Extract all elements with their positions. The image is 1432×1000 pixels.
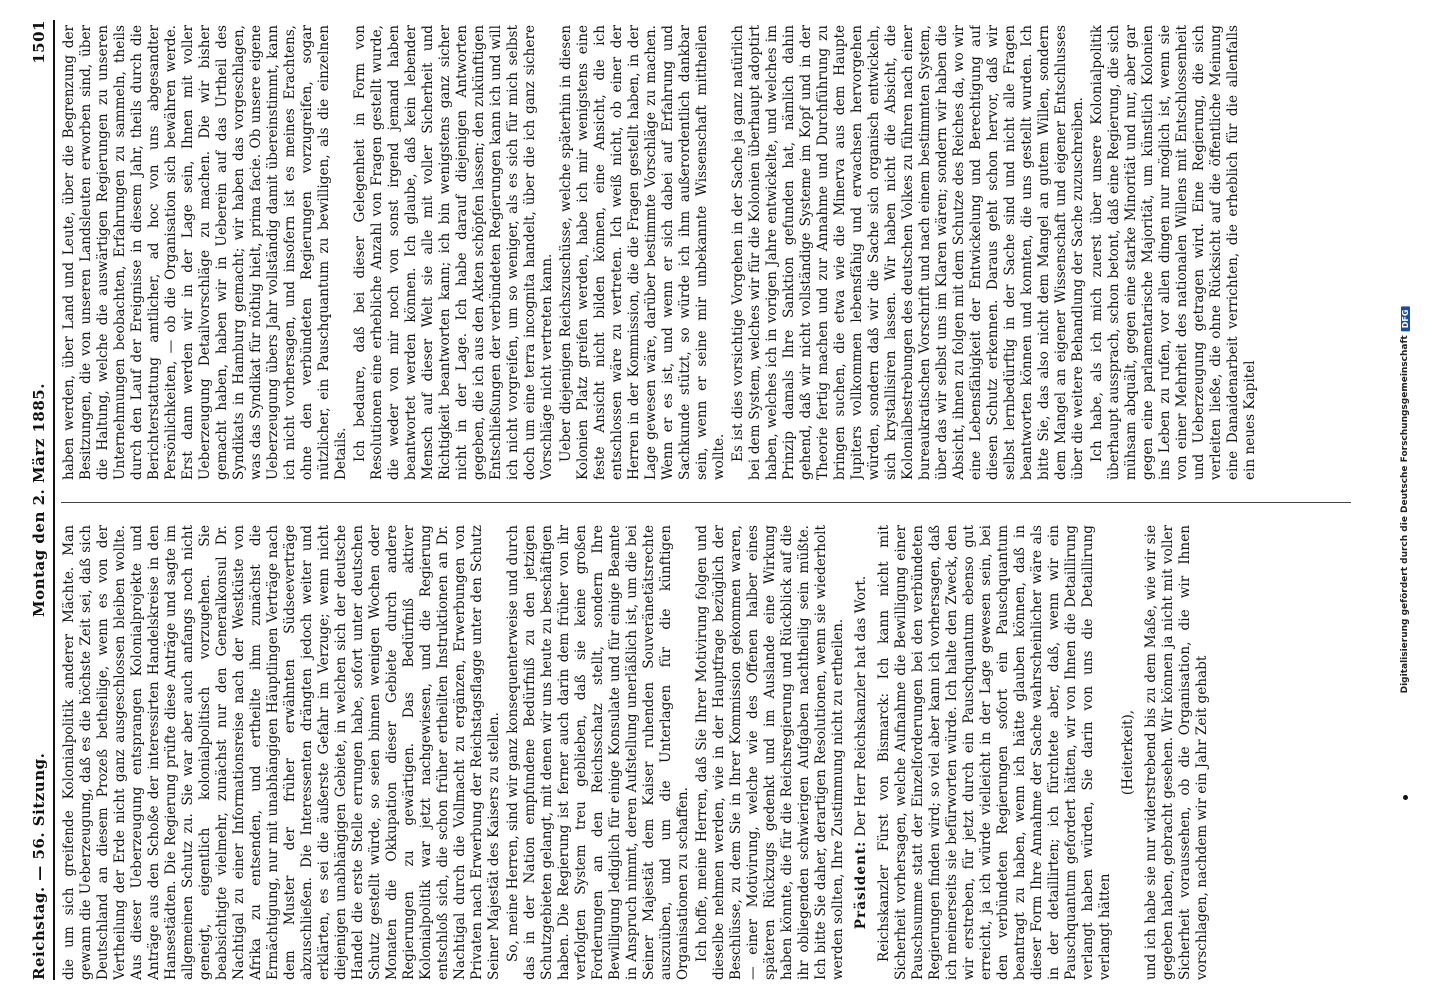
paragraph-text: und ich habe sie nur widerstrebend bis zu dem Maße, wie wir sie gegeben haben, gebracht gesehen. Wir können ja nicht mit voller Sicherheit voraussehen, ob die Organisation, die wir Ihnen vorschlagen, nachdem wir ein Jahr Zeit gehabt [1143, 525, 1210, 980]
paragraph-text: Der Herr Reichskanzler hat das Wort. [853, 575, 869, 841]
speaker-name: Präsident: [853, 840, 869, 930]
rotated-page-content [25, 20, 1375, 980]
paragraph-text: Reichskanzler Fürst von Bismarck: Ich kann nicht mit Sicherheit vorhersagen, welche Aufnahme die Bewilligung einer Pauschsumme statt der Einzelforderungen bei den verbündeten Regierungen finden wird; so viel aber kann ich vorhersagen, daß ich meinerseits sie befürworten würde. Ich halte den Zweck, den wir erstreben, für jetzt durch ein Pauschquantum ebenso gut erreicht, ja ich würde vielleicht in der Lage gewesen sein, bei den verbündeten Regierungen sofort ein Pauschquantum beantragt zu haben, wenn ich hätte glauben können, daß in dieser Form Ihre Annahme der Sache wahrscheinlicher wäre als in der detaillirten; ich fürchtete aber, daß, wenn wir ein Pauschquantum gefordert hätten, wir von Ihnen die Detaillirung verlangt haben würden, Sie darin von uns die Detaillirung verlangt hätten [876, 525, 1113, 980]
page-number: 1501 [30, 20, 48, 64]
left-column [61, 525, 1361, 980]
paragraph-text: Ich bedaure, daß bei dieser Gelegenheit in Form von Resolutionen eine erhebliche Anzahl von Fragen gestellt wurde, die weder von mir noch von sonst irgend jemand haben beantwortet werden können. Ich glaube, daß kein lebender Mensch auf dieser Welt sie alle mit voller Sicherheit und Richtigkeit beantworten kann; ich bin wenigstens ganz sicher nicht in der Lage. Ich habe darauf diejenigen Antworten gegeben, die ich aus den Akten schöpfen lassen; den zukünftigen Entschließungen der verbündeten Regierungen kann ich und will ich nicht vorgreifen, um so weniger, als es sich für mich selbst doch um eine terra incognita handelt, über die ich ganz sichere Vorschläge nicht vertreten kann. [352, 25, 555, 480]
dfg-credit-text: Digitalisierung gefördert durch die Deutsche Forschungsgemeinschaft [1400, 335, 1410, 694]
header-center: Montag den 2. März 1885. [30, 383, 48, 617]
paragraph [730, 25, 1087, 480]
paragraph-text: haben werden, über Land und Leute, über die Begrenzung der Besitzungen, die von unseren Landsleuten erworben sind, über die Haltung, welche die auswärtigen Regierungen zu unseren Unternehmungen beobachten, Erfahrungen zu sammeln, theils durch den Lauf der Ereignisse in diesem Jahr, theils durch die Berichterstattung amtlicher, ad hoc von uns abgesandter Persönlichkeiten, — ob die Organisation sich bewähren werde. Erst dann werden wir in der Lage sein, Ihnen mit voller Ueberzeugung Detailvorschläge zu machen. Die wir bisher gemacht haben, haben wir in Ueberein auf das Urtheil des Syndikats in Hamburg gemacht; wir haben das vorgeschlagen, was das Syndikat für nöthig hielt, prima facie. Ob unsere eigene Ueberzeugung übers Jahr vollständig damit übereinstimmt, kann ich nicht vorhersagen, und insofern ist es meines Erachtens, ohne den verbündeten Regierungen vorzugreifen, sogar nützlicher, ein Pauschquantum zu bewilligen, als die einzelnen Details. [61, 25, 349, 480]
paragraph-text: Ueber diejenigen Reichszuschüsse, welche späterhin in diesen Kolonien Platz greifen werden, habe ich mir wenigstens eine feste Ansicht nicht bilden können, eine Ansicht, die ich entschlossen wäre zu vertreten. Ich weiß nicht, ob einer der Herren in der Kommission, die die Fragen gestellt haben, in der Lage gewesen wäre, darüber bestimmte Vorschläge zu machen. Wenn er es ist, und wenn er sich dabei auf Erfahrung und Sachkunde stützt, so würde ich ihm außerordentlich dankbar sein, wenn er seine mir unbekannte Wissenschaft mittheilen wollte. [558, 25, 727, 480]
paragraph [1143, 525, 1211, 980]
paragraph-text: die um sich greifende Kolonialpolitik anderer Mächte. Man gewann die Ueberzeugung, daß es die höchste Zeit sei, daß sich Deutschland an diesem Prozeß betheilige, wenn es von der Vertheilung der Erde nicht ganz ausgeschlossen bleiben wollte. Aus dieser Ueberzeugung entsprangen Kolonialprojekte und Anträge aus den Schoße der interessirten Handelskreise in den Hansestädten. Die Regierung prüfte diese Anträge und sagte im allgemeinen Schutz zu. Sie war aber auch anfangs noch nicht geneigt, eigentlich kolonialpolitisch vorzugehen. Sie beabsichtigte vielmehr, zunächst nur den Generalkonsul Dr. Nachtigal zu einer Informationsreise nach der Westküste von Afrika zu entsenden, und ertheilte ihm zunächst die Ermächtigung, nur mit unabhängigen Häuptlingen Verträge nach dem Muster der früher erwähnten Südseeverträge abzuschließen. Die Interessenten drängten jedoch weiter und erklärten, es sei die äußerste Gefahr im Verzuge; wenn nicht diejenigen unabhängigen Gebiete, in welchen sich der deutsche Handel die erste Stelle errungen habe, sofort unter deutschen Schutz gestellt würde, so seien binnen wenigen Wochen oder Monaten die Okkupation dieser Gebiete durch andere Regierungen zu gewärtigen. Das Bedürfniß aktiver Kolonialpolitik war jetzt nachgewiesen, und die Regierung entschloß sich, die schon früher ertheilten Instruktionen an Dr. Nachtigal durch die Vollmacht zu ergänzen, Erwerbungen von Privaten nach Erwerbung der Reichstagsflagge unter den Schutz Seiner Majestät des Kaisers zu stellen. [61, 525, 502, 980]
paragraph [505, 525, 692, 980]
paragraph [694, 525, 847, 980]
page-header [25, 20, 53, 980]
dfg-logo: DFG [1401, 307, 1410, 332]
paragraph-text: Es ist dies vorsichtige Vorgehen in der Sache ja ganz natürlich bei dem System, welches wir für die Kolonien überhaupt adoptirt haben, welches ich in vorigen Jahre entwickelte, und welches im Prinzip damals Ihre Sanktion gefunden hat, nämlich dahin gehend, daß wir nicht vollständige Systeme im Kopf und in der Theorie fertig machen und zur Annahme und Durchführung zu bringen suchen, die etwa wie die Minerva aus dem Haupte Jupiters vollkommen lebensfähig und erwachsen hervorgehen würden, sondern daß wir die Sache sich organisch entwickeln, sich krystallisiren lassen. Wir haben nicht die Absicht, die Kolonialbestrebungen des deutschen Volkes zu führen nach einer bureaukratischen Vorschrift und nach einem bestimmten System, über das wir selbst uns im Klaren wären; sondern wir haben die Absicht, ihnen zu folgen mit dem Schutze des Reiches da, wo wir eine Lebensfähigkeit der Entwickelung und Berechtigung auf diesen Schutz erkennen. Daraus geht schon hervor, daß wir selbst lernbedürftig in der Sache sind und nicht alle Fragen beantworten können und konnten, die uns gestellt wurden. Ich bitte Sie, das also nicht dem Mangel an gutem Willen, sondern dem Mangel an eigener Wissenschaft und eigener Entschlusses über die weitere Behandlung der Sache zuzuschreiben. [730, 25, 1086, 480]
dfg-credit [1400, 307, 1410, 694]
column-divider [61, 502, 1351, 503]
header-rule [53, 20, 55, 980]
paragraph [352, 25, 556, 480]
scan-dot [1403, 795, 1408, 800]
right-column [61, 25, 1361, 480]
paragraph [876, 525, 1114, 980]
paragraph [61, 525, 503, 980]
paragraph [1089, 25, 1259, 480]
paragraph [558, 25, 728, 480]
paragraph-text: So, meine Herren, sind wir ganz konsequenterweise und durch das in der Nation empfundene Bedürfniß zu den jetzigen Schutzgebieten gelangt, mit denen wir uns heute zu beschäftigen haben. Die Regierung ist ferner auch darin dem früher von ihr verfolgten System treu geblieben, daß sie keine großen Forderungen an den Reichsschatz stellt, sondern Ihre Bewilligung lediglich für einige Konsulate und für einige Beamte in Anspruch nimmt, deren Aufstellung unerläßlich ist, um die bei Seiner Majestät dem Kaiser ruhenden Souveränetätsrechte auszuüben, und um die Unterlagen für die künftigen Organisationen zu schaffen. [505, 525, 691, 980]
paragraph-text: Ich habe, als ich mich zuerst über unsere Kolonialpolitik überhaupt aussprach, schon betont, daß eine Regierung, die sich mühsam abquält, gegen eine starke Minorität und nur, aber gar gegen eine parlamentarische Majorität, um künstlich Kolonien ins Leben zu rufen, vor allen dingen nur möglich ist, wenn sie von einer Mehrheit des nationalen Willens mit Entschlossenheit und Ueberzeugung getragen wird. Eine Regierung, die sich verleiten ließe, die ohne Rücksicht auf die öffentliche Meinung eine Danaidenarbeit verrichten, die erheblich für die allenfalls ein neues Kapitel [1089, 25, 1258, 480]
centered-line [853, 525, 870, 980]
paragraph-text: (Heiterkeit), [1120, 709, 1136, 796]
paragraph-text: Ich hoffe, meine Herren, daß Sie Ihrer Motivirung folgen und dieselbe nehmen werden, wie in der Hauptfrage bezüglich der Beschlüsse, zu dem Sie in Ihrer Kommission gekommen waren, — einer Motivirung, welche wie des Offenen halber eines späteren Rückzugs gedenkt und im Auslande eine Wirkung haben könnte, die für die Reichsregierung und Rückblick auf die ihr obliegenden schwierigen Aufgaben nachtheilig sein müßte. Ich bitte Sie daher, derartigen Resolutionen, wenn sie wiederholt werden sollten, Ihre Zustimmung nicht zu ertheilen. [694, 525, 846, 980]
centered-line [1120, 525, 1137, 980]
header-left: Reichstag. — 56. Sitzung. [30, 752, 48, 980]
paragraph [61, 25, 350, 480]
